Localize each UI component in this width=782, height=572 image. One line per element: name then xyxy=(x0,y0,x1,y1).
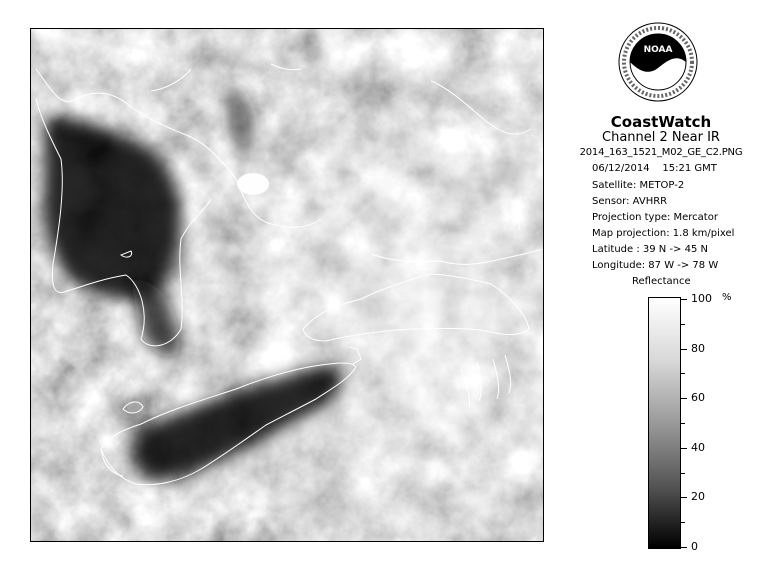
scale-label: 60 xyxy=(691,391,705,405)
product-title: CoastWatch xyxy=(610,113,712,131)
channel-label: Channel 2 Near IR xyxy=(602,130,720,145)
file-name: 2014_163_1521_M02_GE_C2.PNG xyxy=(579,147,743,158)
scale-label: 0 xyxy=(691,540,698,553)
scale-tick xyxy=(681,324,685,325)
scale-tick xyxy=(681,473,685,474)
scale-label: 80 xyxy=(691,341,705,355)
projection-type: Projection type: Mercator xyxy=(592,212,718,223)
noaa-logo xyxy=(618,22,698,102)
scale-label: 100 xyxy=(691,292,712,305)
satellite-map-svg xyxy=(31,29,543,541)
sensor-info: Sensor: AVHRR xyxy=(592,196,668,207)
scale-label: 40 xyxy=(691,440,705,454)
scale-tick xyxy=(681,547,687,548)
scale-tick xyxy=(681,349,687,350)
longitude-range: Longitude: 87 W -> 78 W xyxy=(592,260,719,271)
latitude-range: Latitude : 39 N -> 45 N xyxy=(592,244,708,255)
satellite-image xyxy=(30,28,544,542)
scale-tick xyxy=(681,497,687,498)
scale-tick xyxy=(681,522,685,523)
scale-unit: % xyxy=(722,292,732,303)
scale-tick xyxy=(681,423,685,424)
time-value: 15:21 GMT xyxy=(662,163,717,174)
scale-tick xyxy=(681,373,685,374)
scale-label: 20 xyxy=(691,490,705,504)
logo-text: NOAA xyxy=(643,45,673,55)
scale-title: Reflectance xyxy=(632,276,691,287)
map-projection: Map projection: 1.8 km/pixel xyxy=(592,228,735,239)
scale-tick xyxy=(681,299,687,300)
scale-tick xyxy=(681,398,687,399)
scale-tick xyxy=(681,448,687,449)
date-value: 06/12/2014 xyxy=(592,163,650,174)
satellite-info: Satellite: METOP-2 xyxy=(592,180,685,191)
date-time xyxy=(592,163,717,174)
reflectance-scale-bar xyxy=(648,297,681,549)
